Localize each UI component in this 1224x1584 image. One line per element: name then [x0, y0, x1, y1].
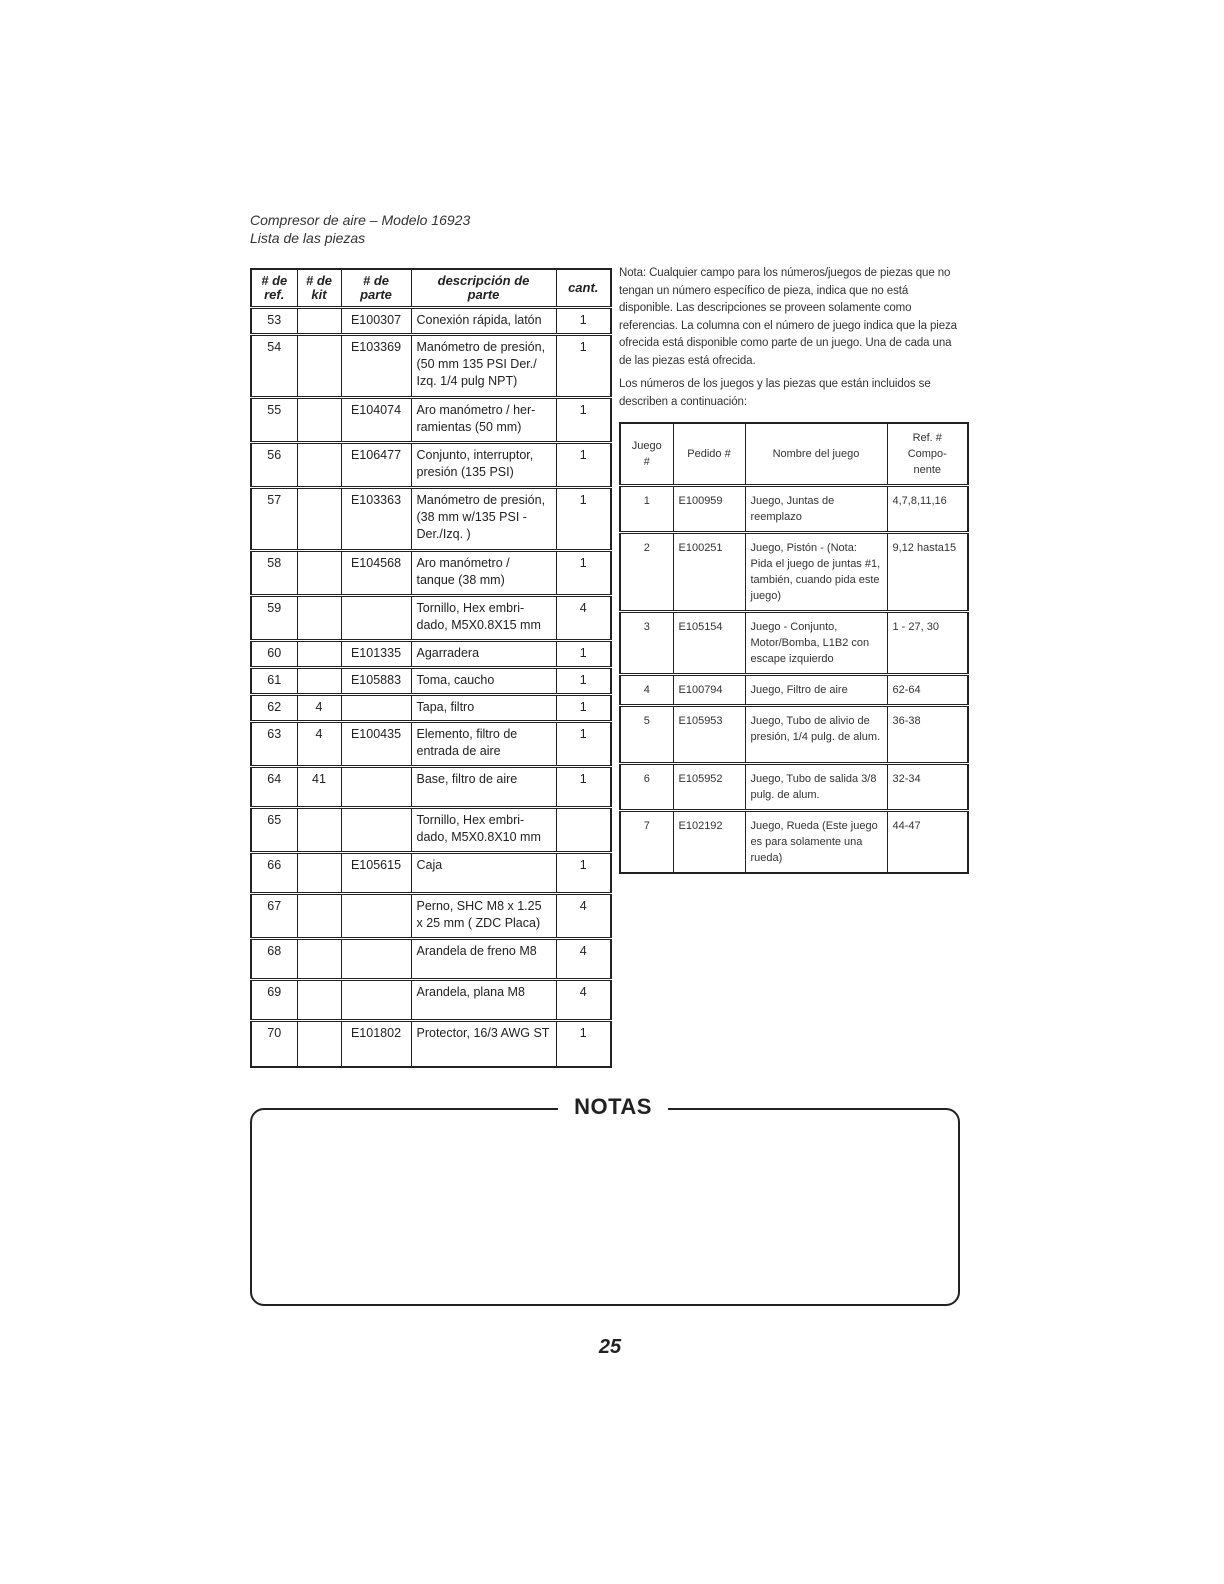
- cell-part: [341, 894, 411, 939]
- cell-ref: 57: [251, 488, 297, 551]
- cell-part: E104074: [341, 398, 411, 443]
- kit-note: [619, 265, 965, 417]
- cell-kit: [297, 641, 341, 668]
- cell-ref: 68: [251, 939, 297, 980]
- cell-quantity: 1: [556, 1021, 611, 1067]
- cell-part: [341, 767, 411, 808]
- cell-description: Conexión rápida, latón: [411, 308, 556, 335]
- cell-description: Arandela de freno M8: [411, 939, 556, 980]
- table-row: [620, 763, 968, 810]
- header-component-ref: Ref. # Compo- nente: [887, 423, 968, 485]
- cell-order-number: E100794: [673, 674, 745, 705]
- cell-kit: [297, 894, 341, 939]
- table-row: [620, 674, 968, 705]
- parts-header-row: [251, 269, 611, 308]
- cell-quantity: 1: [556, 488, 611, 551]
- cell-ref: 59: [251, 596, 297, 641]
- note-paragraph-2: Los números de los juegos y las piezas que están incluidos se describen a continuación:: [619, 378, 931, 408]
- cell-component-ref: 4,7,8,11,16: [887, 485, 968, 532]
- cell-quantity: 1: [556, 722, 611, 767]
- cell-description: Tornillo, Hex embri-dado, M5X0.8X10 mm: [411, 808, 556, 853]
- cell-order-number: E100959: [673, 485, 745, 532]
- cell-kit: [297, 980, 341, 1021]
- table-row: [251, 308, 611, 335]
- header-order-number: Pedido #: [673, 423, 745, 485]
- cell-part: [341, 980, 411, 1021]
- cell-description: Manómetro de presión, (50 mm 135 PSI Der./ Izq. 1/4 pulg NPT): [411, 335, 556, 398]
- cell-quantity: 1: [556, 853, 611, 894]
- cell-kit-number: 1: [620, 485, 673, 532]
- table-row: [251, 695, 611, 722]
- cell-kit-name: Juego, Rueda (Este juego es para solamente una rueda): [745, 810, 887, 873]
- cell-ref: 62: [251, 695, 297, 722]
- cell-description: Arandela, plana M8: [411, 980, 556, 1021]
- cell-description: Perno, SHC M8 x 1.25 x 25 mm ( ZDC Placa): [411, 894, 556, 939]
- cell-kit-name: Juego, Pistón - (Nota: Pida el juego de juntas #1, también, cuando pida este juego): [745, 532, 887, 611]
- cell-order-number: E105953: [673, 705, 745, 763]
- notes-box: [250, 1108, 960, 1306]
- cell-component-ref: 32-34: [887, 763, 968, 810]
- title-line-1: Compresor de aire – Modelo 16923: [250, 212, 471, 228]
- cell-kit: [297, 808, 341, 853]
- table-row: [620, 611, 968, 674]
- cell-part: [341, 808, 411, 853]
- cell-part: [341, 596, 411, 641]
- table-row: [251, 853, 611, 894]
- table-row: [251, 443, 611, 488]
- header-part: # de parte: [341, 269, 411, 308]
- cell-ref: 53: [251, 308, 297, 335]
- table-row: [251, 939, 611, 980]
- cell-part: E104568: [341, 551, 411, 596]
- table-row: [251, 488, 611, 551]
- cell-kit: [297, 596, 341, 641]
- cell-kit-name: Juego - Conjunto, Motor/Bomba, L1B2 con escape izquierdo: [745, 611, 887, 674]
- cell-part: E103369: [341, 335, 411, 398]
- note-paragraph-1: Nota: Cualquier campo para los números/juegos de piezas que no tengan un número específico de pieza, indica que no está disponible. Las descripciones se proveen solamente como referencias. La columna con el número de juego indica que la pieza ofrecida está disponible como parte de un juego. Una de cada una de las piezas está ofrecida.: [619, 267, 957, 367]
- cell-part: E101335: [341, 641, 411, 668]
- cell-kit-number: 7: [620, 810, 673, 873]
- cell-quantity: 4: [556, 980, 611, 1021]
- page-number: 25: [598, 1336, 622, 1358]
- cell-description: Toma, caucho: [411, 668, 556, 695]
- cell-quantity: 4: [556, 894, 611, 939]
- kits-table: [619, 422, 969, 874]
- cell-description: Aro manómetro / tanque (38 mm): [411, 551, 556, 596]
- cell-kit-name: Juego, Juntas de reemplazo: [745, 485, 887, 532]
- cell-quantity: 1: [556, 668, 611, 695]
- cell-part: E100435: [341, 722, 411, 767]
- cell-ref: 67: [251, 894, 297, 939]
- table-row: [251, 596, 611, 641]
- cell-description: Tornillo, Hex embri-dado, M5X0.8X15 mm: [411, 596, 556, 641]
- cell-kit: [297, 668, 341, 695]
- cell-quantity: 1: [556, 641, 611, 668]
- table-row: [251, 398, 611, 443]
- cell-order-number: E105952: [673, 763, 745, 810]
- cell-kit-number: 4: [620, 674, 673, 705]
- cell-kit: [297, 939, 341, 980]
- parts-table: [250, 268, 612, 1068]
- cell-quantity: 4: [556, 939, 611, 980]
- cell-kit-name: Juego, Filtro de aire: [745, 674, 887, 705]
- cell-description: Aro manómetro / her-ramientas (50 mm): [411, 398, 556, 443]
- cell-part: E106477: [341, 443, 411, 488]
- cell-description: Elemento, filtro de entrada de aire: [411, 722, 556, 767]
- cell-description: Tapa, filtro: [411, 695, 556, 722]
- cell-quantity: 1: [556, 308, 611, 335]
- cell-description: Base, filtro de aire: [411, 767, 556, 808]
- cell-description: Protector, 16/3 AWG ST: [411, 1021, 556, 1067]
- cell-kit: 4: [297, 722, 341, 767]
- table-row: [251, 641, 611, 668]
- cell-quantity: 4: [556, 596, 611, 641]
- cell-kit: [297, 853, 341, 894]
- cell-ref: 56: [251, 443, 297, 488]
- cell-kit: [297, 551, 341, 596]
- cell-ref: 55: [251, 398, 297, 443]
- cell-component-ref: 44-47: [887, 810, 968, 873]
- cell-kit-name: Juego, Tubo de alivio de presión, 1/4 pulg. de alum.: [745, 705, 887, 763]
- document-title: [250, 211, 470, 247]
- cell-kit-number: 6: [620, 763, 673, 810]
- cell-kit: [297, 1021, 341, 1067]
- table-row: [251, 722, 611, 767]
- title-line-2: Lista de las piezas: [250, 230, 366, 246]
- cell-quantity: [556, 808, 611, 853]
- cell-component-ref: 62-64: [887, 674, 968, 705]
- header-ref: # de ref.: [251, 269, 297, 308]
- cell-ref: 61: [251, 668, 297, 695]
- cell-order-number: E102192: [673, 810, 745, 873]
- cell-quantity: 1: [556, 695, 611, 722]
- cell-kit: [297, 398, 341, 443]
- table-row: [251, 335, 611, 398]
- table-row: [251, 894, 611, 939]
- cell-description: Caja: [411, 853, 556, 894]
- cell-quantity: 1: [556, 398, 611, 443]
- cell-part: [341, 695, 411, 722]
- table-row: [620, 485, 968, 532]
- header-kit-number: Juego #: [620, 423, 673, 485]
- cell-ref: 70: [251, 1021, 297, 1067]
- cell-quantity: 1: [556, 551, 611, 596]
- cell-ref: 63: [251, 722, 297, 767]
- cell-ref: 66: [251, 853, 297, 894]
- cell-description: Conjunto, interruptor, presión (135 PSI): [411, 443, 556, 488]
- cell-part: [341, 939, 411, 980]
- cell-ref: 54: [251, 335, 297, 398]
- cell-kit: [297, 443, 341, 488]
- header-kit-name: Nombre del juego: [745, 423, 887, 485]
- cell-kit: [297, 308, 341, 335]
- cell-quantity: 1: [556, 443, 611, 488]
- cell-part: E103363: [341, 488, 411, 551]
- cell-ref: 64: [251, 767, 297, 808]
- cell-kit: [297, 488, 341, 551]
- cell-part: E101802: [341, 1021, 411, 1067]
- table-row: [620, 810, 968, 873]
- cell-quantity: 1: [556, 767, 611, 808]
- cell-ref: 58: [251, 551, 297, 596]
- header-quantity: cant.: [556, 269, 611, 308]
- table-row: [251, 668, 611, 695]
- cell-part: E100307: [341, 308, 411, 335]
- table-row: [251, 1021, 611, 1067]
- cell-part: E105615: [341, 853, 411, 894]
- table-row: [251, 767, 611, 808]
- cell-description: Agarradera: [411, 641, 556, 668]
- cell-kit-number: 3: [620, 611, 673, 674]
- cell-component-ref: 9,12 hasta15: [887, 532, 968, 611]
- cell-ref: 69: [251, 980, 297, 1021]
- cell-kit-number: 5: [620, 705, 673, 763]
- notes-title: NOTAS: [558, 1094, 668, 1120]
- cell-kit-name: Juego, Tubo de salida 3/8 pulg. de alum.: [745, 763, 887, 810]
- cell-order-number: E100251: [673, 532, 745, 611]
- cell-ref: 60: [251, 641, 297, 668]
- cell-kit: 4: [297, 695, 341, 722]
- header-kit: # de kit: [297, 269, 341, 308]
- cell-component-ref: 36-38: [887, 705, 968, 763]
- table-row: [251, 808, 611, 853]
- table-row: [251, 980, 611, 1021]
- cell-quantity: 1: [556, 335, 611, 398]
- table-row: [251, 551, 611, 596]
- cell-kit-number: 2: [620, 532, 673, 611]
- cell-description: Manómetro de presión, (38 mm w/135 PSI - Der./Izq. ): [411, 488, 556, 551]
- kits-header-row: [620, 423, 968, 485]
- header-description: descripción de parte: [411, 269, 556, 308]
- cell-part: E105883: [341, 668, 411, 695]
- cell-kit: 41: [297, 767, 341, 808]
- cell-order-number: E105154: [673, 611, 745, 674]
- cell-kit: [297, 335, 341, 398]
- cell-ref: 65: [251, 808, 297, 853]
- cell-component-ref: 1 - 27, 30: [887, 611, 968, 674]
- table-row: [620, 532, 968, 611]
- table-row: [620, 705, 968, 763]
